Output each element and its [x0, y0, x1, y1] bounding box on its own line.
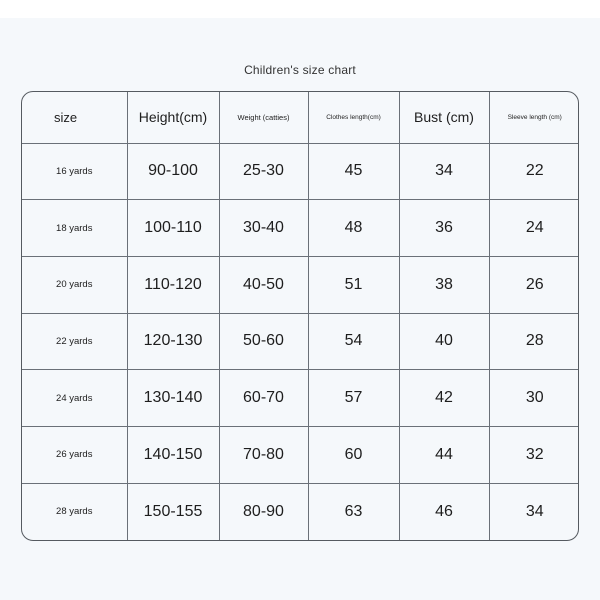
cell-bust: 38 — [399, 256, 489, 313]
table-row — [22, 313, 579, 370]
size-table — [22, 92, 579, 540]
table-row — [22, 200, 579, 257]
cell-weight: 50-60 — [219, 313, 308, 370]
table-row — [22, 143, 579, 200]
cell-sleeve-length: 32 — [489, 427, 579, 484]
cell-weight: 40-50 — [219, 256, 308, 313]
cell-size: 28 yards — [22, 483, 127, 540]
cell-sleeve-length: 34 — [525, 502, 544, 520]
cell-height: 90-100 — [127, 143, 219, 200]
cell-size: 16 yards — [22, 143, 127, 200]
cell-size: 26 yards — [22, 427, 127, 484]
cell-weight: 70-80 — [219, 427, 308, 484]
header-height: Height(cm) — [127, 92, 219, 143]
cell-bust: 46 — [399, 483, 489, 540]
cell-bust: 34 — [399, 143, 489, 200]
cell-sleeve-length: 24 — [489, 200, 579, 257]
top-band — [0, 0, 600, 18]
cell-height: 140-150 — [127, 427, 219, 484]
cell-height: 150-155 — [127, 483, 219, 540]
cell-clothes-length: 45 — [308, 143, 399, 200]
cell-size: 20 yards — [22, 256, 127, 313]
cell-size: 24 yards — [22, 370, 127, 427]
cell-sleeve-length: 22 — [489, 143, 579, 200]
size-table-frame — [21, 91, 579, 541]
cell-height: 130-140 — [127, 370, 219, 427]
cell-sleeve-length: 30 — [489, 370, 579, 427]
header-row — [22, 92, 579, 143]
cell-weight: 30-40 — [219, 200, 308, 257]
cell-clothes-length: 60 — [308, 427, 399, 484]
header-weight: Weight (catties) — [219, 92, 308, 143]
cell-sleeve-length: 28 — [489, 313, 579, 370]
header-sleeve-length: Sleeve length (cm) — [489, 92, 579, 143]
cell-bust: 44 — [399, 427, 489, 484]
cell-clothes-length: 48 — [308, 200, 399, 257]
cell-bust: 42 — [399, 370, 489, 427]
cell-size: 18 yards — [22, 200, 127, 257]
chart-title: Children's size chart — [244, 63, 356, 77]
cell-size: 22 yards — [22, 313, 127, 370]
cell-height: 100-110 — [127, 200, 219, 257]
cell-sleeve-length: 26 — [489, 256, 579, 313]
cell-weight: 25-30 — [219, 143, 308, 200]
table-row — [22, 483, 579, 540]
cell-weight: 80-90 — [219, 483, 308, 540]
table-row — [22, 256, 579, 313]
cell-weight: 60-70 — [219, 370, 308, 427]
cell-bust: 40 — [399, 313, 489, 370]
cell-clothes-length: 63 — [308, 483, 399, 540]
cell-height: 120-130 — [127, 313, 219, 370]
cell-clothes-length: 54 — [308, 313, 399, 370]
header-bust: Bust (cm) — [399, 92, 489, 143]
cell-height: 110-120 — [127, 256, 219, 313]
cell-clothes-length: 51 — [308, 256, 399, 313]
table-row — [22, 370, 579, 427]
cell-bust: 36 — [399, 200, 489, 257]
table-row — [22, 427, 579, 484]
header-size: size — [22, 92, 127, 143]
cell-clothes-length: 57 — [308, 370, 399, 427]
header-clothes-length: Clothes length(cm) — [308, 92, 399, 143]
